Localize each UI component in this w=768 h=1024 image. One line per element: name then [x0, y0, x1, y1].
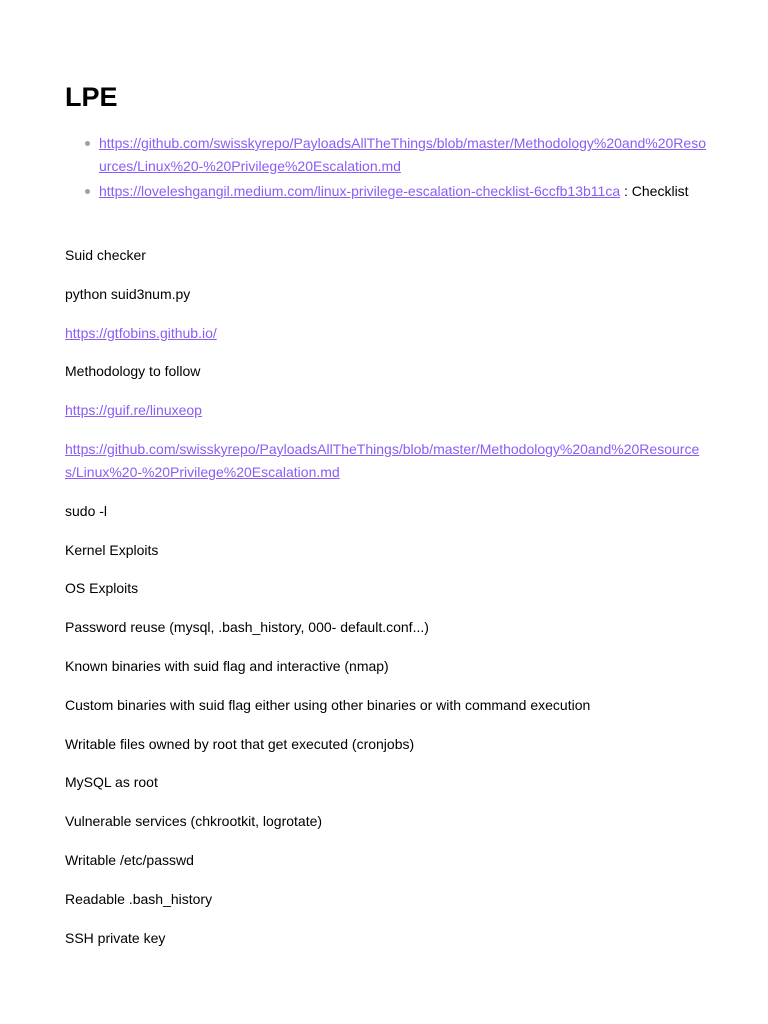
writable-passwd-text: Writable /etc/passwd [65, 852, 194, 868]
list-item [65, 180, 710, 203]
python-command-text: python suid3num.py [65, 286, 191, 302]
mysql-root-text: MySQL as root [65, 774, 158, 790]
gtfobins-paragraph [65, 322, 710, 345]
list-item-suffix: : Checklist [620, 183, 689, 199]
kernel-exploits-text: Kernel Exploits [65, 542, 159, 558]
guif-link[interactable]: https://guif.re/linuxeop [65, 402, 202, 418]
custom-binaries-text: Custom binaries with suid flag either using other binaries or with command execution [65, 697, 591, 713]
payloads-paragraph [65, 438, 710, 484]
writable-files-text: Writable files owned by root that get executed (cronjobs) [65, 736, 415, 752]
readable-history-text: Readable .bash_history [65, 891, 213, 907]
bullet-icon [85, 141, 90, 146]
payloads-link[interactable]: https://github.com/swisskyrepo/PayloadsAllTheThings/blob/master/Methodology%20and%20Resources/Linux%20-%20Privilege%20Escalation.md [65, 441, 700, 480]
known-binaries-text: Known binaries with suid flag and interactive (nmap) [65, 658, 389, 674]
reference-list [65, 132, 710, 205]
page-title: LPE [65, 82, 118, 112]
bullet-icon [85, 189, 90, 194]
payloads-methodology-link[interactable]: https://github.com/swisskyrepo/PayloadsAllTheThings/blob/master/Methodology%20and%20Resources/Linux%20-%20Privilege%20Escalation.md [99, 135, 706, 174]
os-exploits-text: OS Exploits [65, 580, 139, 596]
list-item [65, 132, 710, 178]
sudo-text: sudo -l [65, 503, 108, 519]
guif-paragraph [65, 399, 710, 422]
methodology-text: Methodology to follow [65, 363, 201, 379]
ssh-key-text: SSH private key [65, 930, 166, 946]
suid-checker-text: Suid checker [65, 247, 146, 263]
password-reuse-text: Password reuse (mysql, .bash_history, 000- default.conf...) [65, 619, 429, 635]
vulnerable-services-text: Vulnerable services (chkrootkit, logrotate) [65, 813, 323, 829]
lovelesh-checklist-link[interactable]: https://loveleshgangil.medium.com/linux-privilege-escalation-checklist-6ccfb13b11ca [99, 183, 621, 199]
gtfobins-link[interactable]: https://gtfobins.github.io/ [65, 325, 217, 341]
